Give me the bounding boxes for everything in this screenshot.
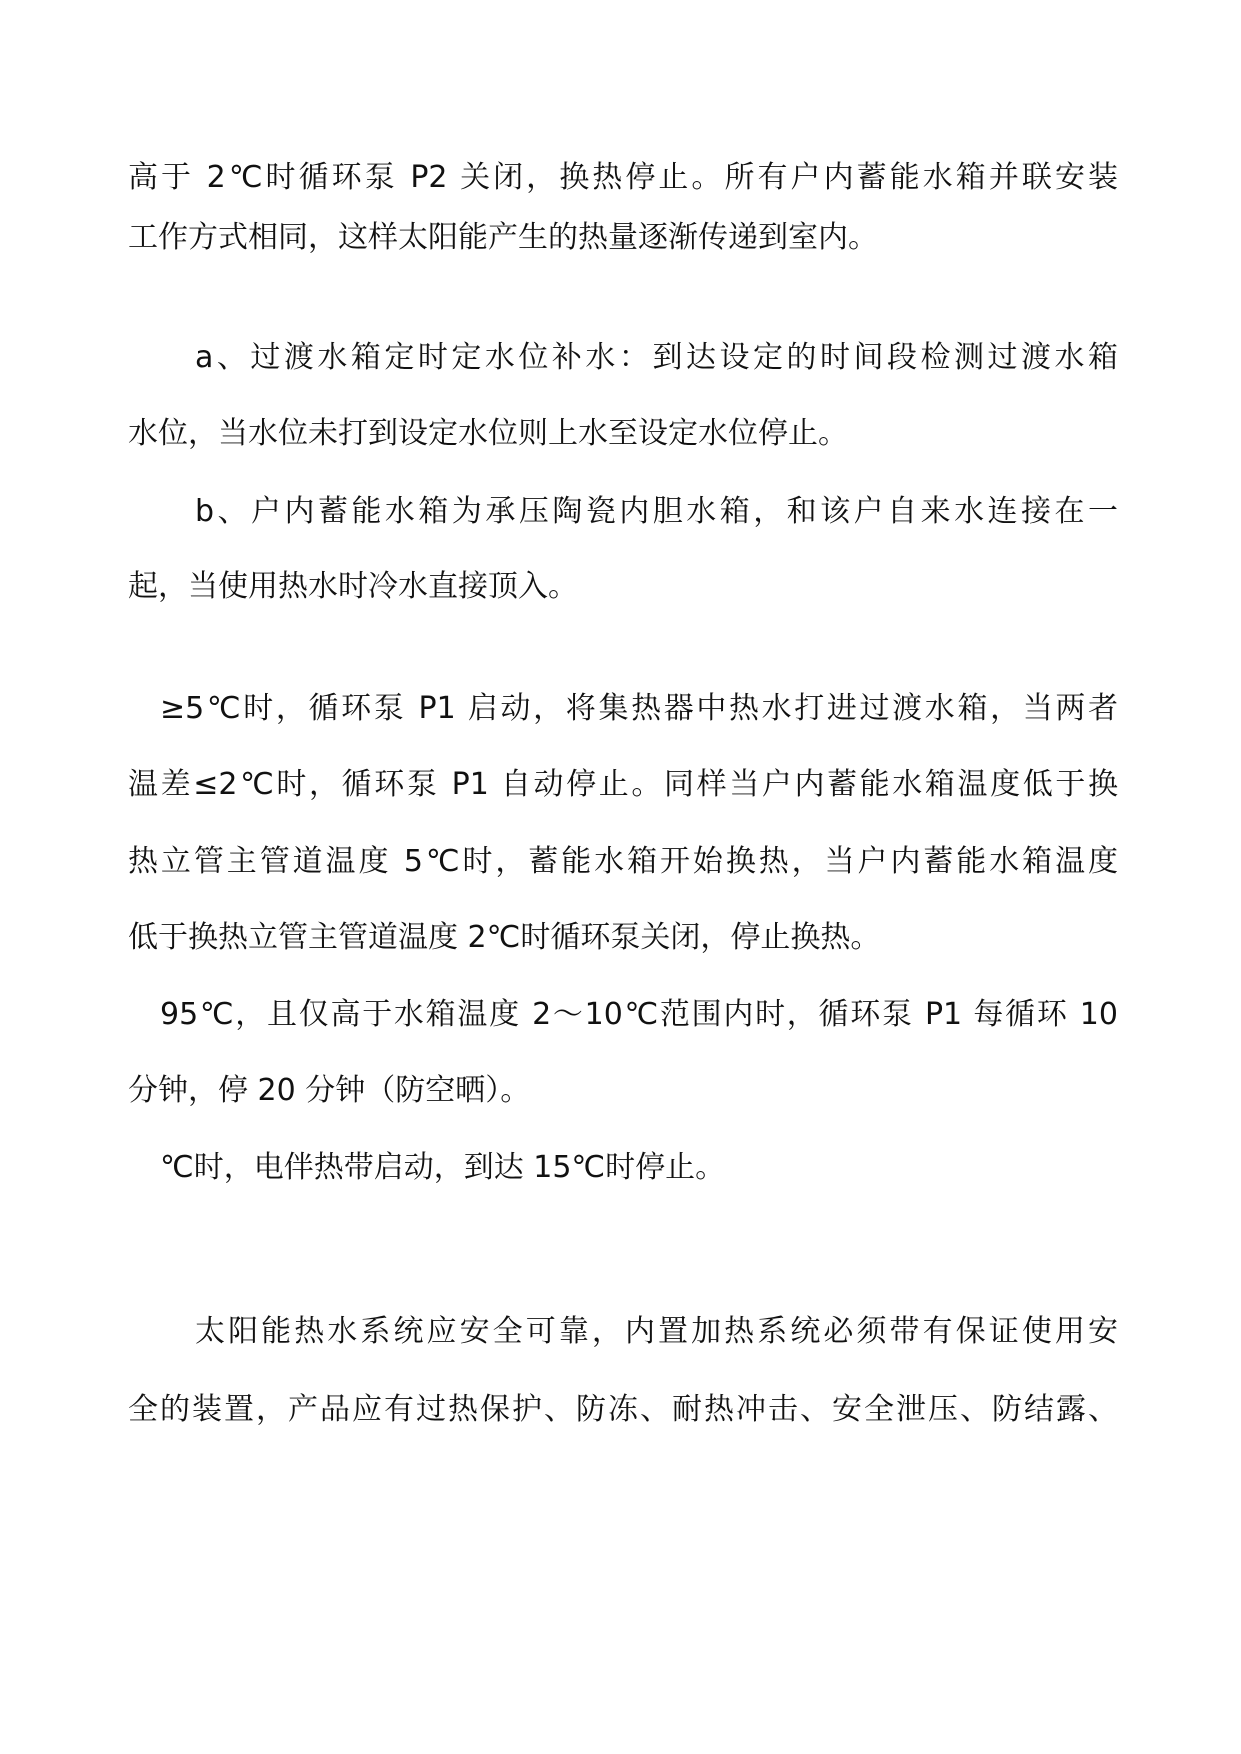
text-line: 起，当使用热水时冷水直接顶入。 [128,569,578,604]
text-line: ≥5℃时，循环泵 P1 启动，将集热器中热水打进过渡水箱，当两者 [160,691,1118,726]
text-line: b、户内蓄能水箱为承压陶瓷内胆水箱，和该户自来水连接在一 [195,494,1118,529]
text-line: ℃时，电伴热带启动，到达 15℃时停止。 [160,1150,726,1185]
text-line: 热立管主管道温度 5℃时，蓄能水箱开始换热，当户内蓄能水箱温度 [128,844,1118,879]
text-line: 低于换热立管主管道温度 2℃时循环泵关闭，停止换热。 [128,920,881,955]
text-line: 高于 2℃时循环泵 P2 关闭，换热停止。所有户内蓄能水箱并联安装 [128,160,1118,195]
text-line: 全的装置，产品应有过热保护、防冻、耐热冲击、安全泄压、防结露、 [128,1392,1118,1427]
text-line: a、过渡水箱定时定水位补水：到达设定的时间段检测过渡水箱 [195,340,1118,375]
text-line: 工作方式相同，这样太阳能产生的热量逐渐传递到室内。 [128,220,878,255]
text-line: 分钟，停 20 分钟（防空晒）。 [128,1073,531,1108]
text-line: 温差≤2℃时，循环泵 P1 自动停止。同样当户内蓄能水箱温度低于换 [128,767,1118,802]
text-line: 水位，当水位未打到设定水位则上水至设定水位停止。 [128,416,848,451]
text-line: 太阳能热水系统应安全可靠，内置加热系统必须带有保证使用安 [195,1314,1118,1349]
text-line: 95℃，且仅高于水箱温度 2～10℃范围内时，循环泵 P1 每循环 10 [160,997,1118,1032]
